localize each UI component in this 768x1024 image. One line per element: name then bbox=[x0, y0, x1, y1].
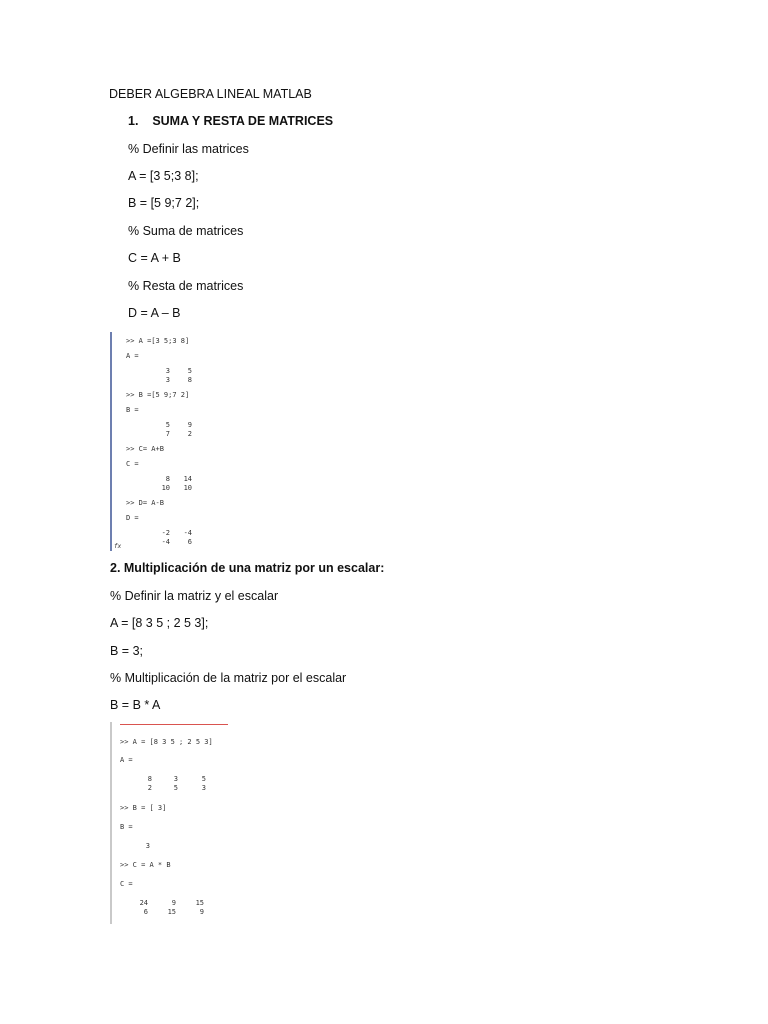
console-command: >> B =[5 9;7 2] bbox=[126, 391, 190, 399]
matrix-value: 5 bbox=[187, 367, 192, 375]
matrix-value: 10 bbox=[161, 484, 170, 492]
code-line: B = 3; bbox=[110, 644, 144, 658]
matrix-value: -4 bbox=[183, 529, 192, 537]
matrix-value: 24 bbox=[139, 899, 148, 907]
code-line: A = [3 5;3 8]; bbox=[128, 169, 199, 183]
matrix-value: 15 bbox=[167, 908, 176, 916]
matrix-value: 5 bbox=[173, 784, 178, 792]
console-label: D = bbox=[126, 514, 139, 522]
code-line: A = [8 3 5 ; 2 5 3]; bbox=[110, 616, 209, 630]
console-left-bar bbox=[110, 722, 112, 924]
console-label: C = bbox=[120, 880, 133, 888]
scalar-value: 3 bbox=[145, 842, 150, 850]
code-line: % Multiplicación de la matriz por el escalar bbox=[110, 671, 347, 685]
console-label: A = bbox=[126, 352, 139, 360]
matrix-value: 5 bbox=[201, 775, 206, 783]
console-label: B = bbox=[120, 823, 133, 831]
matrix-value: 6 bbox=[143, 908, 148, 916]
console-label: B = bbox=[126, 406, 139, 414]
code-line: D = A – B bbox=[128, 306, 181, 320]
matlab-console-screenshot-2 bbox=[110, 722, 240, 924]
matrix-value: 15 bbox=[195, 899, 204, 907]
code-line: % Resta de matrices bbox=[128, 279, 244, 293]
console-left-bar bbox=[110, 332, 112, 551]
console-command: >> A = [8 3 5 ; 2 5 3] bbox=[120, 738, 213, 746]
matrix-value: 3 bbox=[173, 775, 178, 783]
matrix-value: 2 bbox=[187, 430, 192, 438]
matrix-value: 10 bbox=[183, 484, 192, 492]
console-command: >> B = [ 3] bbox=[120, 804, 167, 812]
matrix-value: 8 bbox=[187, 376, 192, 384]
red-rule-divider bbox=[120, 724, 228, 725]
console-command: >> C = A * B bbox=[120, 861, 171, 869]
matrix-value: 3 bbox=[165, 367, 170, 375]
matrix-value: 3 bbox=[201, 784, 206, 792]
matrix-value: 7 bbox=[165, 430, 170, 438]
matrix-value: 8 bbox=[165, 475, 170, 483]
code-line: B = B * A bbox=[110, 698, 161, 712]
matrix-value: 9 bbox=[187, 421, 192, 429]
code-line: % Suma de matrices bbox=[128, 224, 244, 238]
matrix-value: 3 bbox=[165, 376, 170, 384]
code-line: C = A + B bbox=[128, 251, 181, 265]
section-1-heading: 1. SUMA Y RESTA DE MATRICES bbox=[128, 114, 334, 128]
console-command: >> A =[3 5;3 8] bbox=[126, 337, 190, 345]
matrix-value: 9 bbox=[171, 899, 176, 907]
matrix-value: 2 bbox=[147, 784, 152, 792]
console-command: >> D= A-B bbox=[126, 499, 164, 507]
matrix-value: 8 bbox=[147, 775, 152, 783]
matrix-value: -4 bbox=[161, 538, 170, 546]
code-line: % Definir la matriz y el escalar bbox=[110, 589, 279, 603]
matrix-value: 5 bbox=[165, 421, 170, 429]
code-line: % Definir las matrices bbox=[128, 142, 249, 156]
console-label: A = bbox=[120, 756, 133, 764]
section-2-heading: 2. Multiplicación de una matriz por un escalar: bbox=[110, 561, 385, 575]
fx-icon[interactable]: fx bbox=[114, 543, 122, 550]
matrix-value: 9 bbox=[199, 908, 204, 916]
matlab-console-screenshot-1 bbox=[110, 332, 230, 551]
code-line: B = [5 9;7 2]; bbox=[128, 196, 200, 210]
console-label: C = bbox=[126, 460, 139, 468]
document-title: DEBER ALGEBRA LINEAL MATLAB bbox=[109, 87, 312, 101]
matrix-value: 14 bbox=[183, 475, 192, 483]
matrix-value: -2 bbox=[161, 529, 170, 537]
matrix-value: 6 bbox=[187, 538, 192, 546]
console-command: >> C= A+B bbox=[126, 445, 164, 453]
